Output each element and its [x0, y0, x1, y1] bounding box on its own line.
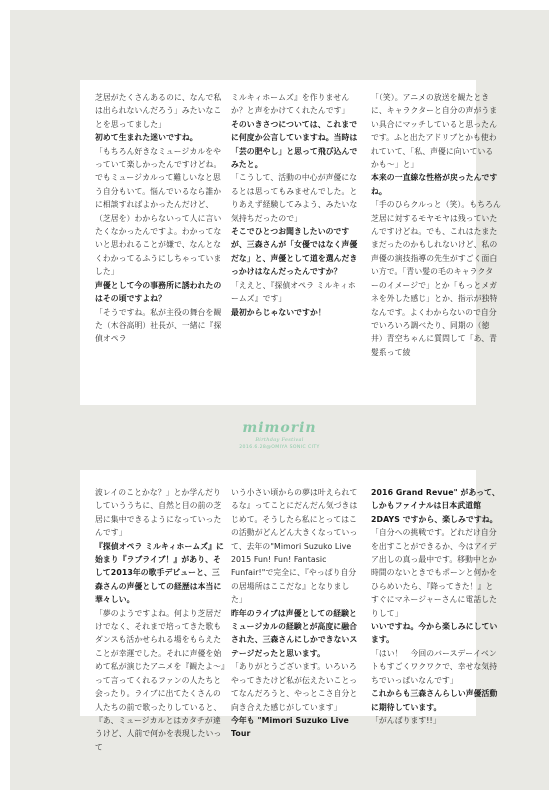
- interview-answer: 「ありがとうございます。いろいろやってきたけど私が伝えたいことってなんだろうと、やっとこさ自分と向き合えた感じがしています」: [231, 662, 358, 712]
- upper-column-3: [371, 91, 501, 359]
- upper-column-2: [231, 91, 361, 319]
- interview-answer: 「夢のようですよね。何より芝居だけでなく、それまで培ってきた歌もダンスも活かせられる場をもらえたことが幸運でした。それに声優を始めて私が演じたアニメを『観たよ〜』って言ってくれるファンの人たちと会ったり。ライブに出てたくさんの人たちの前で歌ったりしていると、『あ、ミュージカルとはカタチが違うけど、人前で何かを表現したいって: [95, 608, 225, 752]
- logo-title: mimorin: [242, 420, 317, 436]
- interview-answer: ミルキィホームズ』を作りませんか？と声をかけてくれたんです」: [231, 93, 350, 116]
- interview-answer: 「はい！ 今回のバースデーイベントもすごくワクワクで、幸せな気持ちでいっぱいなんです」: [371, 648, 498, 685]
- interview-question: 昨年のライブは声優としての経験とミュージカルの経験とが高度に融合された、三森さんにしかできないステージだったと思います。: [231, 608, 358, 658]
- interview-question: 今年も "Mimori Suzuko Live Tour: [231, 715, 349, 739]
- interview-question: そのいきさつについては、これまでに何度か公言していますね。当時は「芸の肥やし」と思って飛び込んでみたと。: [231, 119, 358, 170]
- upper-column-1: [95, 91, 225, 346]
- interview-answer: 「がんばります!!」: [371, 715, 441, 725]
- interview-question: 声優として今の事務所に誘われたのはその頃ですよね？: [95, 280, 222, 304]
- interview-question: 初めて生まれた迷いですね。: [95, 133, 198, 143]
- interview-question: 『探偵オペラ ミルキィホームズ』に始まり『ラブライブ！』があり、そして2013年の歌手デビューと、三森さんの声優としての経歴は本当に華々しい。: [95, 541, 224, 605]
- interview-answer: 「（笑）。アニメの放送を観たときに、キャラクターと自分の声がうまい具合にマッチしていると思ったんです。ふと出たアドリブとかも使われていて、「私、声優に向いているかも〜」と」: [371, 93, 498, 170]
- event-logo: [0, 420, 559, 451]
- logo-date-venue: 2016.6.28@OMIYA SONIC CITY: [239, 445, 320, 450]
- interview-answer: 波レイのことかな？」とか学んだりしていううちに、自然と目の前の芝居に集中できるようになっていったんです」: [95, 488, 222, 538]
- interview-question: いいですね。今から楽しみにしています。: [371, 622, 498, 645]
- interview-answer: 芝居がたくさんあるのに、なんで私は出られないんだろう」みたいなことを思ってました」: [95, 93, 222, 129]
- interview-question: これからも三森さんらしい声優活動に期待しています。: [371, 689, 498, 712]
- lower-column-1: [95, 486, 225, 754]
- interview-answer: 「ええと、『探偵オペラ ミルキィホームズ』です」: [231, 280, 356, 304]
- lower-column-3: [371, 486, 501, 727]
- lower-column-2: [231, 486, 361, 741]
- interview-answer: 「手のひらクルっと（笑）。もちろん芝居に対するモヤモヤは残っていたんですけどね。でも、これはたまたまだったのかもしれないけど、私の声優の演技指導の先生がすごく面白い方で。「青い髪の毛のキャラクターのイメージで」とか「もっとメガネを外した感じ」とか、指示が独特なんです。よくわからないので自分でいろいろ調べたり、同期の（徳井）青空ちゃんに質問して「あ、青髪系って綾: [371, 200, 501, 357]
- interview-question: そこでひとつお聞きしたいのですが、三森さんが「女優ではなく声優だな」と、声優として道を選んだきっかけはなんだったんですか？: [231, 227, 358, 277]
- interview-answer: いう小さい頃からの夢は叶えられてるな』ってことにだんだん気づきはじめて。そうしたら私にとってはこの活動がどんどん大きくなっていって、去年の"Mimori Suzuko Live 2015 Fun! Fun! Fantasic Funfair!"で完全に、『やっぱり自分の居場所はここだな』となりました」: [231, 488, 358, 605]
- logo-subtitle: Birthday Festival: [255, 437, 304, 443]
- interview-question: 本来の一直線な性格が戻ったんですね。: [371, 173, 498, 196]
- interview-answer: 「そうですね。私が主役の舞台を観た（木谷高明）社長が、一緒に『探偵オペラ: [95, 307, 222, 344]
- interview-answer: 「自分への挑戦です。どれだけ自分を出すことができるか、今はアイデア出しの真っ最中です。移動中とか時間のないときでもポーンと何かをひらめいたら、『降ってきた！』とすぐにマネージャーさんに電話したりして」: [371, 528, 498, 618]
- interview-answer: 「こうして、活動の中心が声優になるとは思ってもみませんでした。とりあえず経験してみよう、みたいな気持ちだったので」: [231, 173, 358, 223]
- interview-question: 2016 Grand Revue" があって、しかもファイナルは日本武道館 2DAYS ですから、楽しみですね。: [371, 488, 500, 524]
- interview-answer: 「もちろん好きなミュージカルをやっていて楽しかったんですけどね。でもミュージカルって難しいなと思う自分もいて。悩んでいるなら誰かに相談すればよかったんだけど、（芝居を）わからないって人に言いたくなかったんですよ。わかってないと思われることが嫌で、なんとなくわかってるふうにしちゃっていました」: [95, 146, 222, 277]
- interview-question: 最初からじゃないですか！: [231, 307, 326, 317]
